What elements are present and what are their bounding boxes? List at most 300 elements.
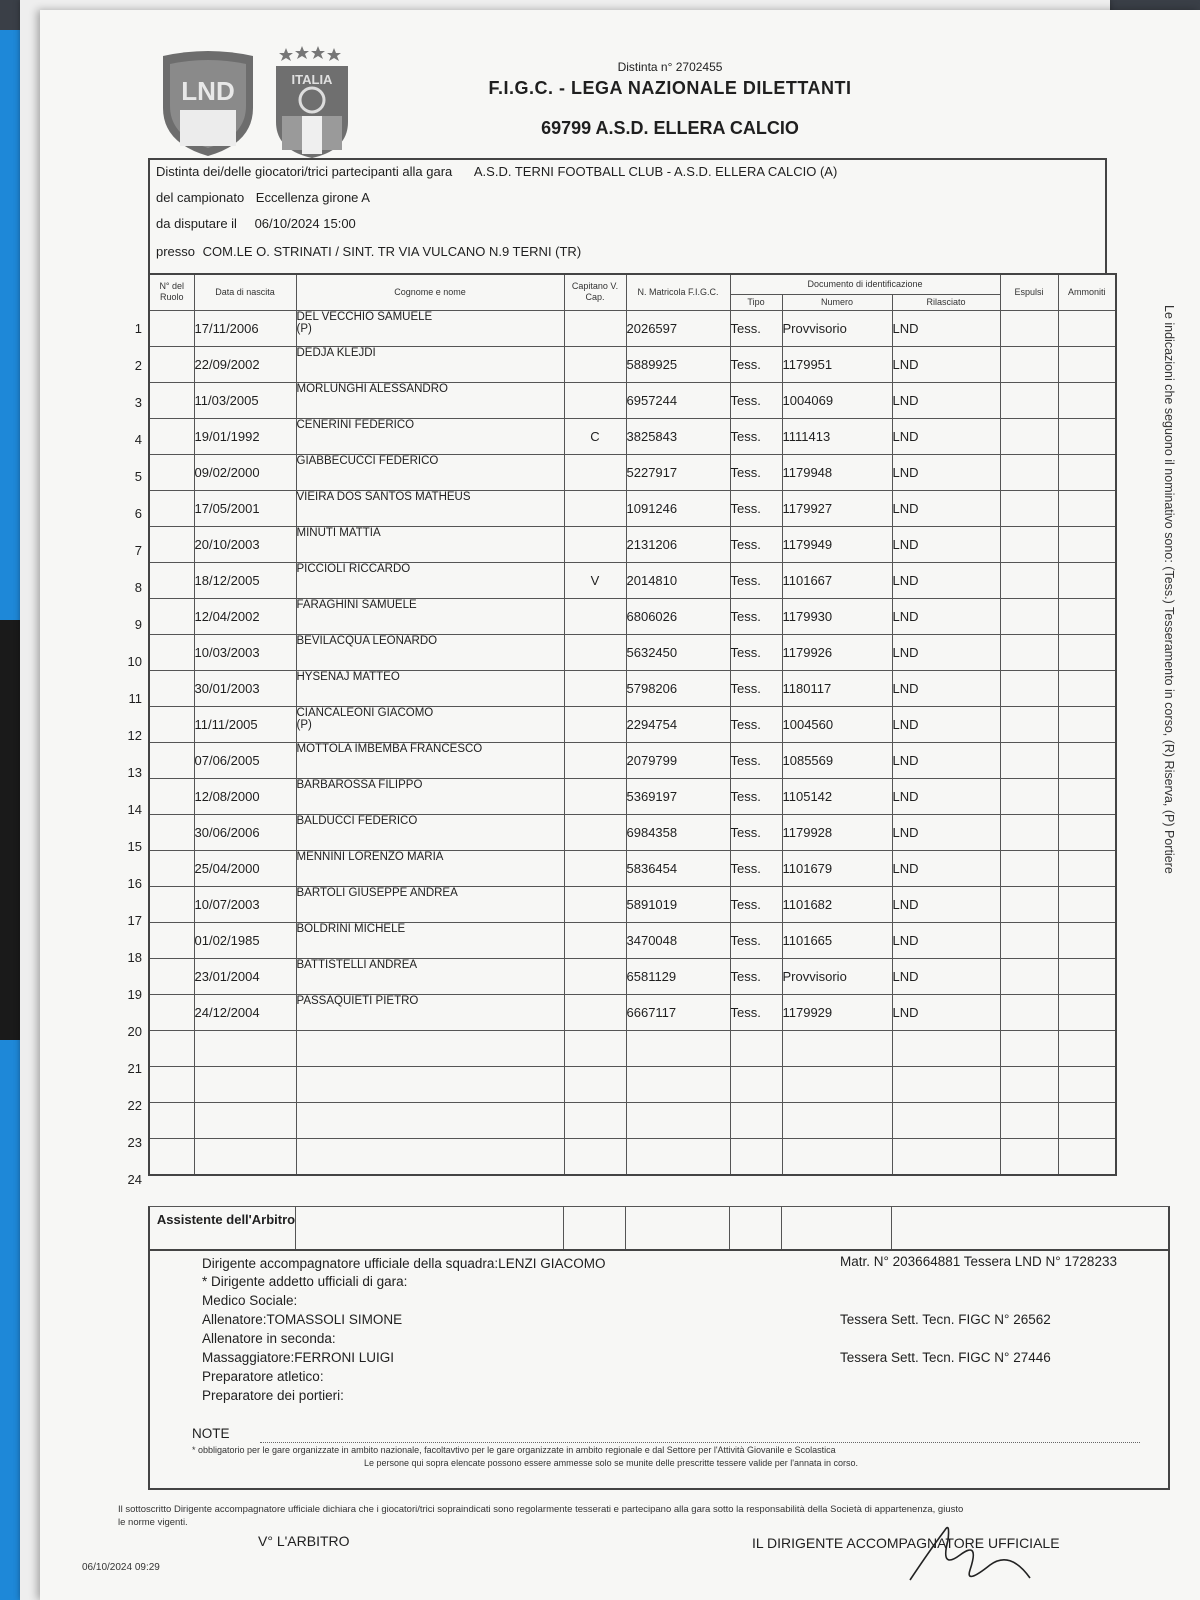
player-name: MINUTI MATTIA bbox=[296, 526, 381, 539]
player-table-wrap bbox=[148, 273, 1117, 1176]
row-number: 6 bbox=[134, 506, 142, 521]
warned-cell bbox=[1058, 778, 1116, 814]
assistant-cell bbox=[625, 1207, 626, 1249]
player-row bbox=[149, 1138, 1116, 1175]
player-row bbox=[149, 922, 1116, 958]
player-name: PICCIOLI RICCARDO bbox=[296, 562, 411, 575]
birth-date-cell: 22/09/2002 bbox=[194, 346, 296, 382]
matricola-cell bbox=[626, 1138, 730, 1175]
massaggiatore-tessera: Tessera Sett. Tecn. FIGC N° 27446 bbox=[840, 1350, 1051, 1365]
issued-by-cell: LND bbox=[892, 382, 1000, 418]
doc-type-cell: Tess. bbox=[730, 706, 782, 742]
expelled-cell bbox=[1000, 922, 1058, 958]
ruolo-cell bbox=[149, 922, 194, 958]
handwritten-signature bbox=[900, 1510, 1040, 1590]
col-documento: Documento di identificazione bbox=[730, 274, 1000, 294]
doc-type-cell: Tess. bbox=[730, 418, 782, 454]
warned-cell bbox=[1058, 346, 1116, 382]
doc-type-cell bbox=[730, 1066, 782, 1102]
player-name-cell bbox=[296, 814, 564, 850]
issued-by-cell: LND bbox=[892, 778, 1000, 814]
birth-date-cell: 25/04/2000 bbox=[194, 850, 296, 886]
preparatore-portieri-line: Preparatore dei portieri: bbox=[202, 1388, 344, 1403]
player-name-cell bbox=[296, 1138, 564, 1175]
captain-cell bbox=[564, 454, 626, 490]
ruolo-cell bbox=[149, 1066, 194, 1102]
doc-number-cell bbox=[782, 1102, 892, 1138]
player-name: FARAGHINI SAMUELE bbox=[296, 598, 417, 611]
birth-date-cell: 30/06/2006 bbox=[194, 814, 296, 850]
player-role: (P) bbox=[296, 718, 312, 731]
captain-cell bbox=[564, 346, 626, 382]
warned-cell bbox=[1058, 850, 1116, 886]
expelled-cell bbox=[1000, 886, 1058, 922]
ruolo-cell bbox=[149, 634, 194, 670]
ruolo-cell bbox=[149, 526, 194, 562]
player-name: BATTISTELLI ANDREA bbox=[296, 958, 418, 971]
captain-cell bbox=[564, 994, 626, 1030]
player-name: BOLDRINI MICHELE bbox=[296, 922, 406, 935]
col-nascita: Data di nascita bbox=[194, 274, 296, 310]
warned-cell bbox=[1058, 670, 1116, 706]
birth-date-cell: 10/03/2003 bbox=[194, 634, 296, 670]
player-row bbox=[149, 958, 1116, 994]
doc-type-cell: Tess. bbox=[730, 490, 782, 526]
match-info-box bbox=[148, 158, 1107, 275]
warned-cell bbox=[1058, 994, 1116, 1030]
captain-cell bbox=[564, 814, 626, 850]
doc-number-cell: 1004069 bbox=[782, 382, 892, 418]
warned-cell bbox=[1058, 382, 1116, 418]
ruolo-cell bbox=[149, 814, 194, 850]
player-name-cell bbox=[296, 382, 564, 418]
warned-cell bbox=[1058, 634, 1116, 670]
matricola-cell: 2294754 bbox=[626, 706, 730, 742]
matricola-cell: 5369197 bbox=[626, 778, 730, 814]
venue-value: COM.LE O. STRINATI / SINT. TR VIA VULCANO N.9 TERNI (TR) bbox=[202, 244, 582, 259]
captain-cell bbox=[564, 958, 626, 994]
col-ammoniti: Ammoniti bbox=[1058, 274, 1116, 310]
medico-line: Medico Sociale: bbox=[202, 1293, 298, 1308]
date-line bbox=[156, 216, 356, 231]
row-number: 12 bbox=[127, 728, 142, 743]
warned-cell bbox=[1058, 958, 1116, 994]
ruolo-cell bbox=[149, 778, 194, 814]
player-name-cell bbox=[296, 1030, 564, 1066]
doc-number-cell: 1101667 bbox=[782, 562, 892, 598]
col-capitano: Capitano V. Cap. bbox=[564, 274, 626, 310]
ruolo-cell bbox=[149, 310, 194, 346]
matricola-cell: 5891019 bbox=[626, 886, 730, 922]
match-sheet bbox=[40, 10, 1200, 1600]
player-name: GIABBECUCCI FEDERICO bbox=[296, 454, 439, 467]
ruolo-cell bbox=[149, 958, 194, 994]
birth-date-cell: 11/03/2005 bbox=[194, 382, 296, 418]
captain-cell bbox=[564, 634, 626, 670]
row-number: 11 bbox=[128, 691, 142, 706]
ruolo-cell bbox=[149, 1030, 194, 1066]
birth-date-cell: 23/01/2004 bbox=[194, 958, 296, 994]
doc-number-cell: 1085569 bbox=[782, 742, 892, 778]
captain-cell bbox=[564, 598, 626, 634]
expelled-cell bbox=[1000, 1102, 1058, 1138]
matricola-cell: 5836454 bbox=[626, 850, 730, 886]
captain-cell bbox=[564, 922, 626, 958]
doc-type-cell: Tess. bbox=[730, 994, 782, 1030]
championship-value: Eccellenza girone A bbox=[255, 190, 370, 205]
ruolo-cell bbox=[149, 418, 194, 454]
matricola-cell: 1091246 bbox=[626, 490, 730, 526]
side-note-text: Le indicazioni che seguono il nominativo sono: (Tess.) Tesseramento in corso, (R) Riserva, (P) Portiere bbox=[1162, 305, 1176, 874]
issued-by-cell: LND bbox=[892, 742, 1000, 778]
doc-type-cell: Tess. bbox=[730, 922, 782, 958]
matricola-cell bbox=[626, 1102, 730, 1138]
ruolo-cell bbox=[149, 886, 194, 922]
player-name: CENERINI FEDERICO bbox=[296, 418, 415, 431]
declaration-text: Il sottoscritto Dirigente accompagnatore ufficiale dichiara che i giocatori/trici sopraindicati sono regolarmente tesserati e partecipano alla gara sotto la responsabilità della Società di appartenenza, giusto bbox=[118, 1504, 964, 1515]
doc-number-cell: Provvisorio bbox=[782, 958, 892, 994]
player-name: BALDUCCI FEDERICO bbox=[296, 814, 418, 827]
player-name: DEL VECCHIO SAMUELE bbox=[296, 310, 433, 323]
expelled-cell bbox=[1000, 490, 1058, 526]
player-row bbox=[149, 634, 1116, 670]
expelled-cell bbox=[1000, 454, 1058, 490]
player-name-cell bbox=[296, 670, 564, 706]
player-table bbox=[148, 273, 1117, 1176]
assistant-referee-row bbox=[148, 1206, 1170, 1251]
birth-date-cell bbox=[194, 1066, 296, 1102]
allenatore-line: Allenatore:TOMASSOLI SIMONE bbox=[202, 1312, 403, 1327]
warned-cell bbox=[1058, 742, 1116, 778]
footnote-persone: Le persone qui sopra elencate possono essere ammesse solo se munite delle prescritte tessere valide per l'annata in corso. bbox=[364, 1458, 858, 1468]
issued-by-cell: LND bbox=[892, 346, 1000, 382]
match-teams: A.S.D. TERNI FOOTBALL CLUB - A.S.D. ELLERA CALCIO (A) bbox=[473, 164, 838, 179]
issued-by-cell: LND bbox=[892, 310, 1000, 346]
player-name-cell bbox=[296, 886, 564, 922]
matricola-cell: 3825843 bbox=[626, 418, 730, 454]
dirigente-signature-label: IL DIRIGENTE ACCOMPAGNATORE UFFICIALE bbox=[752, 1535, 1060, 1551]
expelled-cell bbox=[1000, 382, 1058, 418]
player-row bbox=[149, 310, 1116, 346]
doc-number-cell: 1101679 bbox=[782, 850, 892, 886]
doc-number-cell: 1179949 bbox=[782, 526, 892, 562]
player-name: BARBAROSSA FILIPPO bbox=[296, 778, 423, 791]
birth-date-cell: 17/05/2001 bbox=[194, 490, 296, 526]
player-name-cell bbox=[296, 526, 564, 562]
warned-cell bbox=[1058, 886, 1116, 922]
issued-by-cell bbox=[892, 1102, 1000, 1138]
warned-cell bbox=[1058, 598, 1116, 634]
matricola-cell: 2026597 bbox=[626, 310, 730, 346]
player-row bbox=[149, 1102, 1116, 1138]
birth-date-cell bbox=[194, 1102, 296, 1138]
col-rilasciato: Rilasciato bbox=[892, 294, 1000, 310]
player-name: VIEIRA DOS SANTOS MATHEUS bbox=[296, 490, 471, 503]
expelled-cell bbox=[1000, 706, 1058, 742]
ruolo-cell bbox=[149, 742, 194, 778]
player-row bbox=[149, 490, 1116, 526]
ruolo-cell bbox=[149, 850, 194, 886]
row-number: 23 bbox=[127, 1135, 142, 1150]
captain-cell bbox=[564, 886, 626, 922]
matricola-cell: 5632450 bbox=[626, 634, 730, 670]
matricola-cell: 5798206 bbox=[626, 670, 730, 706]
expelled-cell bbox=[1000, 814, 1058, 850]
issued-by-cell: LND bbox=[892, 634, 1000, 670]
warned-cell bbox=[1058, 526, 1116, 562]
row-number: 13 bbox=[127, 765, 142, 780]
row-number: 19 bbox=[127, 987, 142, 1002]
doc-number-cell: 1179951 bbox=[782, 346, 892, 382]
player-name: MORLUNGHI ALESSANDRO bbox=[296, 382, 448, 395]
ruolo-cell bbox=[149, 454, 194, 490]
ruolo-cell bbox=[149, 1102, 194, 1138]
doc-type-cell bbox=[730, 1138, 782, 1175]
expelled-cell bbox=[1000, 562, 1058, 598]
issued-by-cell: LND bbox=[892, 526, 1000, 562]
print-timestamp: 06/10/2024 09:29 bbox=[82, 1562, 160, 1573]
matricola-cell: 6667117 bbox=[626, 994, 730, 1030]
row-number: 3 bbox=[134, 395, 142, 410]
captain-cell bbox=[564, 706, 626, 742]
player-row bbox=[149, 670, 1116, 706]
player-name-cell bbox=[296, 346, 564, 382]
doc-number-cell: 1004560 bbox=[782, 706, 892, 742]
issued-by-cell: LND bbox=[892, 454, 1000, 490]
warned-cell bbox=[1058, 1138, 1116, 1175]
player-name-cell bbox=[296, 922, 564, 958]
championship-line bbox=[156, 190, 370, 205]
player-row bbox=[149, 814, 1116, 850]
matricola-cell bbox=[626, 1066, 730, 1102]
issued-by-cell: LND bbox=[892, 850, 1000, 886]
captain-cell bbox=[564, 382, 626, 418]
allenatore-seconda-line: Allenatore in seconda: bbox=[202, 1331, 336, 1346]
captain-cell bbox=[564, 1102, 626, 1138]
player-row bbox=[149, 526, 1116, 562]
col-tipo: Tipo bbox=[730, 294, 782, 310]
ruolo-cell bbox=[149, 706, 194, 742]
player-row bbox=[149, 778, 1116, 814]
row-number: 15 bbox=[127, 839, 142, 854]
captain-cell bbox=[564, 526, 626, 562]
issued-by-cell: LND bbox=[892, 490, 1000, 526]
row-number: 17 bbox=[127, 913, 142, 928]
warned-cell bbox=[1058, 418, 1116, 454]
ruolo-cell bbox=[149, 490, 194, 526]
expelled-cell bbox=[1000, 778, 1058, 814]
player-row bbox=[149, 346, 1116, 382]
doc-number-cell: 1179929 bbox=[782, 994, 892, 1030]
warned-cell bbox=[1058, 814, 1116, 850]
birth-date-cell: 20/10/2003 bbox=[194, 526, 296, 562]
warned-cell bbox=[1058, 454, 1116, 490]
row-number: 1 bbox=[134, 321, 142, 336]
row-number: 16 bbox=[127, 876, 142, 891]
player-name-cell bbox=[296, 1102, 564, 1138]
dirigente-matricola: Matr. N° 203664881 Tessera LND N° 1728233 bbox=[840, 1254, 1117, 1269]
issued-by-cell: LND bbox=[892, 958, 1000, 994]
note-dotted-line bbox=[260, 1430, 1140, 1443]
row-number: 8 bbox=[134, 580, 142, 595]
doc-type-cell: Tess. bbox=[730, 382, 782, 418]
matricola-cell: 5889925 bbox=[626, 346, 730, 382]
birth-date-cell: 18/12/2005 bbox=[194, 562, 296, 598]
expelled-cell bbox=[1000, 526, 1058, 562]
player-name-cell bbox=[296, 634, 564, 670]
captain-cell bbox=[564, 670, 626, 706]
doc-type-cell: Tess. bbox=[730, 562, 782, 598]
assistant-cell bbox=[563, 1207, 564, 1249]
captain-cell bbox=[564, 310, 626, 346]
matricola-cell: 2079799 bbox=[626, 742, 730, 778]
expelled-cell bbox=[1000, 994, 1058, 1030]
player-name: BARTOLI GIUSEPPE ANDREA bbox=[296, 886, 458, 899]
doc-type-cell: Tess. bbox=[730, 634, 782, 670]
expelled-cell bbox=[1000, 1066, 1058, 1102]
italia-logo bbox=[272, 42, 352, 160]
issued-by-cell bbox=[892, 1030, 1000, 1066]
ruolo-cell bbox=[149, 562, 194, 598]
doc-type-cell: Tess. bbox=[730, 598, 782, 634]
club-title: 69799 A.S.D. ELLERA CALCIO bbox=[541, 118, 799, 138]
birth-date-cell: 12/04/2002 bbox=[194, 598, 296, 634]
player-name: PASSAQUIETI PIETRO bbox=[296, 994, 419, 1007]
doc-number-cell: 1180117 bbox=[782, 670, 892, 706]
assistant-cell bbox=[295, 1207, 296, 1249]
birth-date-cell: 09/02/2000 bbox=[194, 454, 296, 490]
expelled-cell bbox=[1000, 634, 1058, 670]
player-row bbox=[149, 598, 1116, 634]
ruolo-cell bbox=[149, 1138, 194, 1175]
warned-cell bbox=[1058, 1030, 1116, 1066]
doc-type-cell: Tess. bbox=[730, 526, 782, 562]
player-name-cell bbox=[296, 778, 564, 814]
captain-cell bbox=[564, 778, 626, 814]
birth-date-cell: 01/02/1985 bbox=[194, 922, 296, 958]
player-name-cell bbox=[296, 454, 564, 490]
massaggiatore-line: Massaggiatore:FERRONI LUIGI bbox=[202, 1350, 395, 1365]
col-nome: Cognome e nome bbox=[296, 274, 564, 310]
row-number: 14 bbox=[127, 802, 142, 817]
matricola-cell bbox=[626, 1030, 730, 1066]
warned-cell bbox=[1058, 1066, 1116, 1102]
row-number: 10 bbox=[127, 654, 142, 669]
expelled-cell bbox=[1000, 1030, 1058, 1066]
issued-by-cell: LND bbox=[892, 814, 1000, 850]
issued-by-cell: LND bbox=[892, 670, 1000, 706]
ruolo-cell bbox=[149, 994, 194, 1030]
birth-date-cell: 10/07/2003 bbox=[194, 886, 296, 922]
doc-number-cell: 1105142 bbox=[782, 778, 892, 814]
expelled-cell bbox=[1000, 346, 1058, 382]
assistant-referee-label: Assistente dell'Arbitro bbox=[156, 1212, 296, 1227]
doc-type-cell: Tess. bbox=[730, 310, 782, 346]
captain-cell bbox=[564, 1138, 626, 1175]
doc-number-cell: 1179928 bbox=[782, 814, 892, 850]
assistant-cell bbox=[781, 1207, 782, 1249]
col-espulsi: Espulsi bbox=[1000, 274, 1058, 310]
arbitro-signature-label: V° L'ARBITRO bbox=[258, 1533, 350, 1549]
col-ruolo: N° del Ruolo bbox=[149, 274, 194, 310]
matricola-cell: 6581129 bbox=[626, 958, 730, 994]
captain-cell bbox=[564, 1066, 626, 1102]
distinta-number: Distinta n° 2702455 bbox=[617, 60, 723, 74]
assistant-cell bbox=[729, 1207, 730, 1249]
lnd-logo bbox=[158, 48, 258, 158]
matricola-cell: 3470048 bbox=[626, 922, 730, 958]
captain-cell bbox=[564, 490, 626, 526]
doc-number-cell bbox=[782, 1066, 892, 1102]
doc-number-cell: 1111413 bbox=[782, 418, 892, 454]
doc-number-cell bbox=[782, 1030, 892, 1066]
captain-cell: V bbox=[564, 562, 626, 598]
dirigente-line: Dirigente accompagnatore ufficiale della squadra:LENZI GIACOMO bbox=[202, 1256, 606, 1271]
player-name: MOTTOLA IMBEMBA FRANCESCO bbox=[296, 742, 483, 755]
ruolo-cell bbox=[149, 346, 194, 382]
preparatore-atletico-line: Preparatore atletico: bbox=[202, 1369, 324, 1384]
doc-type-cell: Tess. bbox=[730, 670, 782, 706]
player-row bbox=[149, 1030, 1116, 1066]
player-name: MENNINI LORENZO MARIA bbox=[296, 850, 444, 863]
date-value: 06/10/2024 15:00 bbox=[254, 216, 356, 231]
player-name: DEDJA KLEJDI bbox=[296, 346, 376, 359]
venue-line bbox=[156, 244, 581, 259]
row-number: 4 bbox=[134, 432, 142, 447]
row-number: 7 bbox=[134, 543, 142, 558]
doc-type-cell: Tess. bbox=[730, 814, 782, 850]
declaration-text-2: le norme vigenti. bbox=[118, 1517, 188, 1528]
matricola-cell: 5227917 bbox=[626, 454, 730, 490]
captain-cell: C bbox=[564, 418, 626, 454]
player-name-cell bbox=[296, 850, 564, 886]
date-label: da disputare il bbox=[156, 216, 237, 231]
expelled-cell bbox=[1000, 310, 1058, 346]
federation-title: F.I.G.C. - LEGA NAZIONALE DILETTANTI bbox=[488, 78, 852, 98]
player-row bbox=[149, 418, 1116, 454]
col-matricola: N. Matricola F.I.G.C. bbox=[626, 274, 730, 310]
birth-date-cell bbox=[194, 1030, 296, 1066]
matricola-cell: 6984358 bbox=[626, 814, 730, 850]
doc-type-cell: Tess. bbox=[730, 346, 782, 382]
player-row bbox=[149, 850, 1116, 886]
birth-date-cell bbox=[194, 1138, 296, 1175]
match-label: Distinta dei/delle giocatori/trici partecipanti alla gara bbox=[156, 164, 453, 179]
side-note bbox=[1158, 305, 1178, 955]
player-name: HYSENAJ MATTEO bbox=[296, 670, 400, 683]
birth-date-cell: 30/01/2003 bbox=[194, 670, 296, 706]
ruolo-cell bbox=[149, 382, 194, 418]
row-number: 21 bbox=[127, 1061, 142, 1076]
issued-by-cell: LND bbox=[892, 562, 1000, 598]
player-name-cell bbox=[296, 994, 564, 1030]
doc-type-cell bbox=[730, 1102, 782, 1138]
footnote-obbligatorio: * obbligatorio per le gare organizzate in ambito nazionale, facoltavtivo per le gare organizzate in ambito regionale e dal Settore per l'Attività Giovanile e Scolastica bbox=[192, 1445, 836, 1455]
player-row bbox=[149, 994, 1116, 1030]
player-row bbox=[149, 706, 1116, 742]
matricola-cell: 6806026 bbox=[626, 598, 730, 634]
player-row bbox=[149, 1066, 1116, 1102]
issued-by-cell: LND bbox=[892, 922, 1000, 958]
birth-date-cell: 19/01/1992 bbox=[194, 418, 296, 454]
player-name: BEVILACQUA LEONARDO bbox=[296, 634, 438, 647]
doc-type-cell: Tess. bbox=[730, 850, 782, 886]
birth-date-cell: 07/06/2005 bbox=[194, 742, 296, 778]
assistant-cell bbox=[891, 1207, 892, 1249]
birth-date-cell: 24/12/2004 bbox=[194, 994, 296, 1030]
doc-number-cell: 1179926 bbox=[782, 634, 892, 670]
doc-number-cell: 1179927 bbox=[782, 490, 892, 526]
